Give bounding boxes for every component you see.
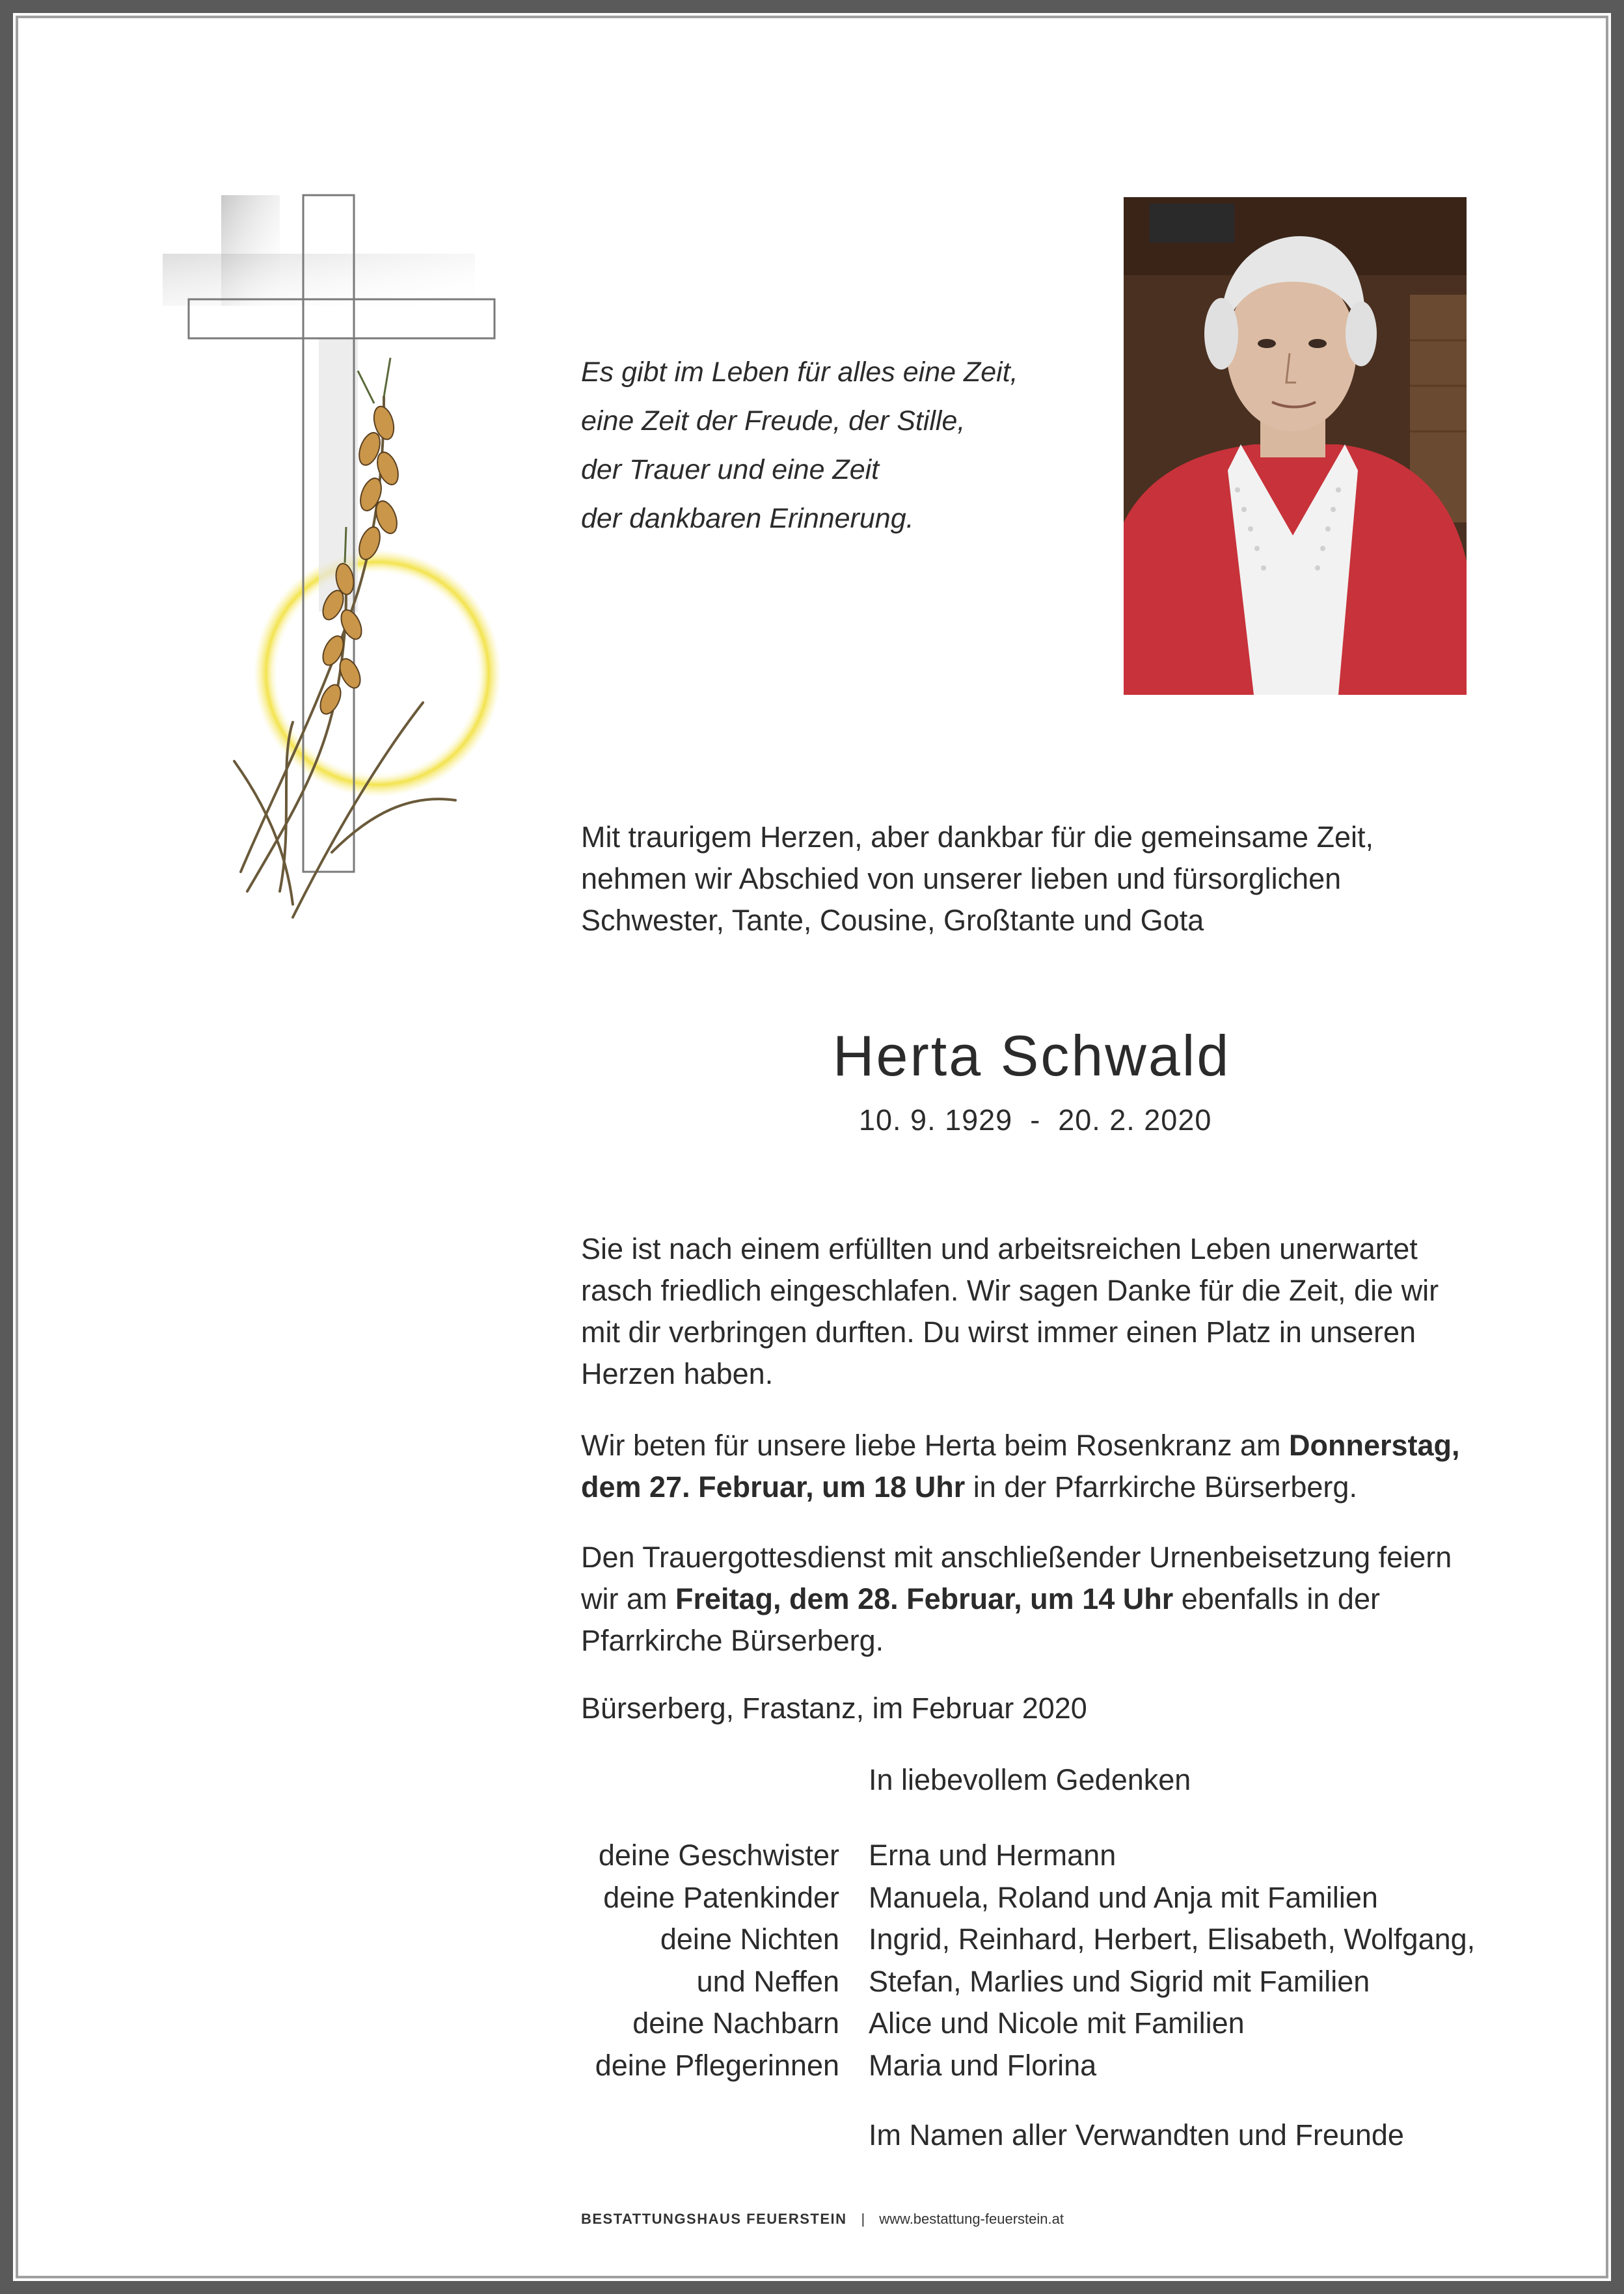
service-pre: wir am — [581, 1582, 675, 1615]
family-names: Erna und Hermann — [869, 1839, 1116, 1872]
rosary-location: in der Pfarrkirche Bürserberg. — [965, 1470, 1357, 1504]
footer — [581, 2211, 1064, 2228]
verse-line: der Trauer und eine Zeit — [581, 454, 880, 485]
place-date: Bürserberg, Frastanz, im Februar 2020 — [581, 1692, 1087, 1725]
paragraph-rosary — [581, 1425, 1524, 1508]
paragraph-line: rasch friedlich eingeschlafen. Wir sagen Danke für die Zeit, die wir — [581, 1274, 1439, 1307]
family-relation: deine Nichten — [660, 1923, 839, 1956]
gedenken-line: In liebevollem Gedenken — [869, 1763, 1191, 1796]
rosary-date-time: dem 27. Februar, um 18 Uhr — [581, 1470, 966, 1504]
rosary-text: Wir beten für unsere liebe Herta beim Rosenkranz am — [581, 1429, 1289, 1462]
verse-line: der dankbaren Erinnerung. — [581, 503, 914, 534]
intro-line: nehmen wir Abschied von unserer lieben und fürsorglichen — [581, 862, 1342, 895]
company-name: BESTATTUNGSHAUS FEUERSTEIN — [581, 2211, 847, 2227]
family-relation: deine Nachbarn — [632, 2006, 839, 2040]
footer-separator: | — [861, 2211, 865, 2227]
life-dates-text: 10. 9. 1929 - 20. 2. 2020 — [859, 1103, 1212, 1137]
paragraph-line — [581, 1466, 1524, 1508]
family-names: Stefan, Marlies und Sigrid mit Familien — [869, 1964, 1370, 1998]
rosary-day: Donnerstag, — [1288, 1429, 1460, 1462]
closing-line: Im Namen aller Verwandten und Freunde — [869, 2118, 1404, 2152]
service-date-time: Freitag, dem 28. Februar, um 14 Uhr — [675, 1582, 1174, 1615]
paragraph-line: Den Trauergottesdienst mit anschließender Urnenbeisetzung feiern — [581, 1541, 1452, 1574]
paragraph-line: Sie ist nach einem erfüllten und arbeitsreichen Leben unerwartet — [581, 1232, 1418, 1265]
cross-with-wheat-icon — [163, 189, 579, 937]
family-relation: und Neffen — [696, 1964, 839, 1998]
deceased-name: Herta Schwald — [833, 1023, 1231, 1088]
verse-line: Es gibt im Leben für alles eine Zeit, — [581, 357, 1018, 388]
family-names: Alice und Nicole mit Familien — [869, 2006, 1245, 2040]
paragraph-line: Herzen haben. — [581, 1357, 774, 1390]
life-dates — [859, 1103, 1211, 1137]
family-relation: deine Pflegerinnen — [595, 2048, 839, 2082]
paragraph-line — [581, 1578, 1524, 1620]
intro-line: Mit traurigem Herzen, aber dankbar für die gemeinsame Zeit, — [581, 820, 1374, 854]
paragraph-farewell — [581, 1228, 1524, 1395]
paragraph-line — [581, 1425, 1524, 1466]
family-relation: deine Patenkinder — [603, 1880, 839, 1914]
family-relation: deine Geschwister — [598, 1839, 839, 1872]
paragraph-line: Pfarrkirche Bürserberg. — [581, 1624, 884, 1657]
verse-line: eine Zeit der Freude, der Stille, — [581, 405, 966, 437]
portrait-photo — [1124, 197, 1467, 695]
intro-line: Schwester, Tante, Cousine, Großtante und Gota — [581, 904, 1204, 937]
intro-text — [581, 816, 1524, 941]
family-names: Manuela, Roland und Anja mit Familien — [869, 1880, 1378, 1914]
company-website[interactable]: www.bestattung-feuerstein.at — [879, 2211, 1064, 2227]
verse — [581, 348, 1102, 543]
family-names: Maria und Florina — [869, 2048, 1097, 2082]
paragraph-line: mit dir verbringen durften. Du wirst immer einen Platz in unseren — [581, 1316, 1416, 1349]
family-names: Ingrid, Reinhard, Herbert, Elisabeth, Wolfgang, — [869, 1923, 1476, 1956]
paragraph-service — [581, 1537, 1524, 1662]
service-post: ebenfalls in der — [1173, 1582, 1380, 1615]
